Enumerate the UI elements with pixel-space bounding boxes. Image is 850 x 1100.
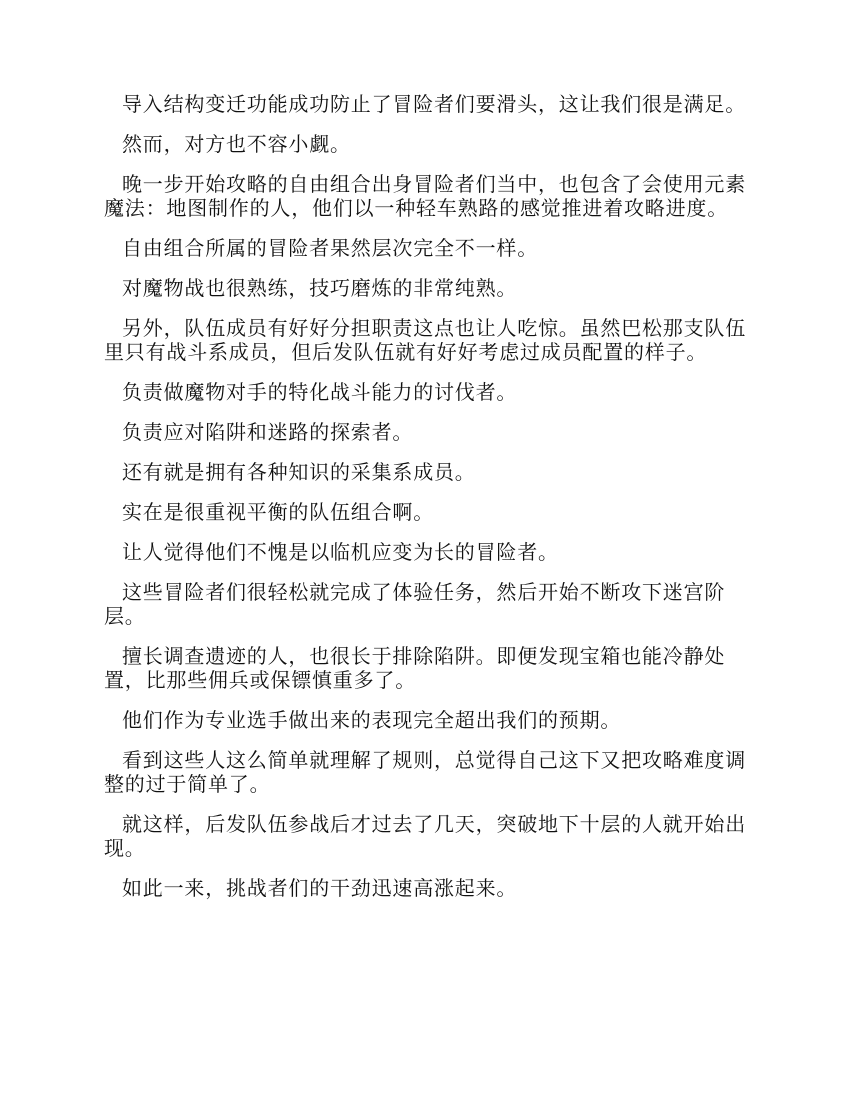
paragraph: 另外，队伍成员有好好分担职责这点也让人吃惊。虽然巴松那支队伍里只有战斗系成员，但后发队伍就有好好考虑过成员配置的样子。 [104, 316, 746, 364]
paragraph: 负责应对陷阱和迷路的探索者。 [122, 420, 414, 444]
paragraph: 看到这些人这么简单就理解了规则，总觉得自己这下又把攻略难度调整的过于简单了。 [104, 748, 746, 796]
paragraph: 导入结构变迁功能成功防止了冒险者们要滑头，这让我们很是满足。 [122, 92, 746, 116]
paragraph: 就这样，后发队伍参战后才过去了几天，突破地下十层的人就开始出现。 [104, 812, 746, 860]
paragraph: 对魔物战也很熟练，技巧磨炼的非常纯熟。 [122, 276, 518, 300]
paragraph: 负责做魔物对手的特化战斗能力的讨伐者。 [122, 380, 518, 404]
paragraph: 实在是很重视平衡的队伍组合啊。 [122, 500, 434, 524]
paragraph: 自由组合所属的冒险者果然层次完全不一样。 [122, 236, 538, 260]
paragraph: 擅长调查遗迹的人，也很长于排除陷阱。即便发现宝箱也能冷静处置，比那些佣兵或保镖慎重多了。 [104, 644, 726, 692]
paragraph: 让人觉得他们不愧是以临机应变为长的冒险者。 [122, 540, 559, 564]
paragraph: 如此一来，挑战者们的干劲迅速高涨起来。 [122, 876, 518, 900]
paragraph: 然而，对方也不容小觑。 [122, 132, 351, 156]
paragraph: 他们作为专业选手做出来的表现完全超出我们的预期。 [122, 708, 622, 732]
paragraph: 这些冒险者们很轻松就完成了体验任务，然后开始不断攻下迷宫阶层。 [104, 580, 726, 628]
paragraph: 晚一步开始攻略的自由组合出身冒险者们当中，也包含了会使用元素魔法：地图制作的人，他们以一种轻车熟路的感觉推进着攻略进度。 [104, 172, 746, 220]
paragraph: 还有就是拥有各种知识的采集系成员。 [122, 460, 476, 484]
